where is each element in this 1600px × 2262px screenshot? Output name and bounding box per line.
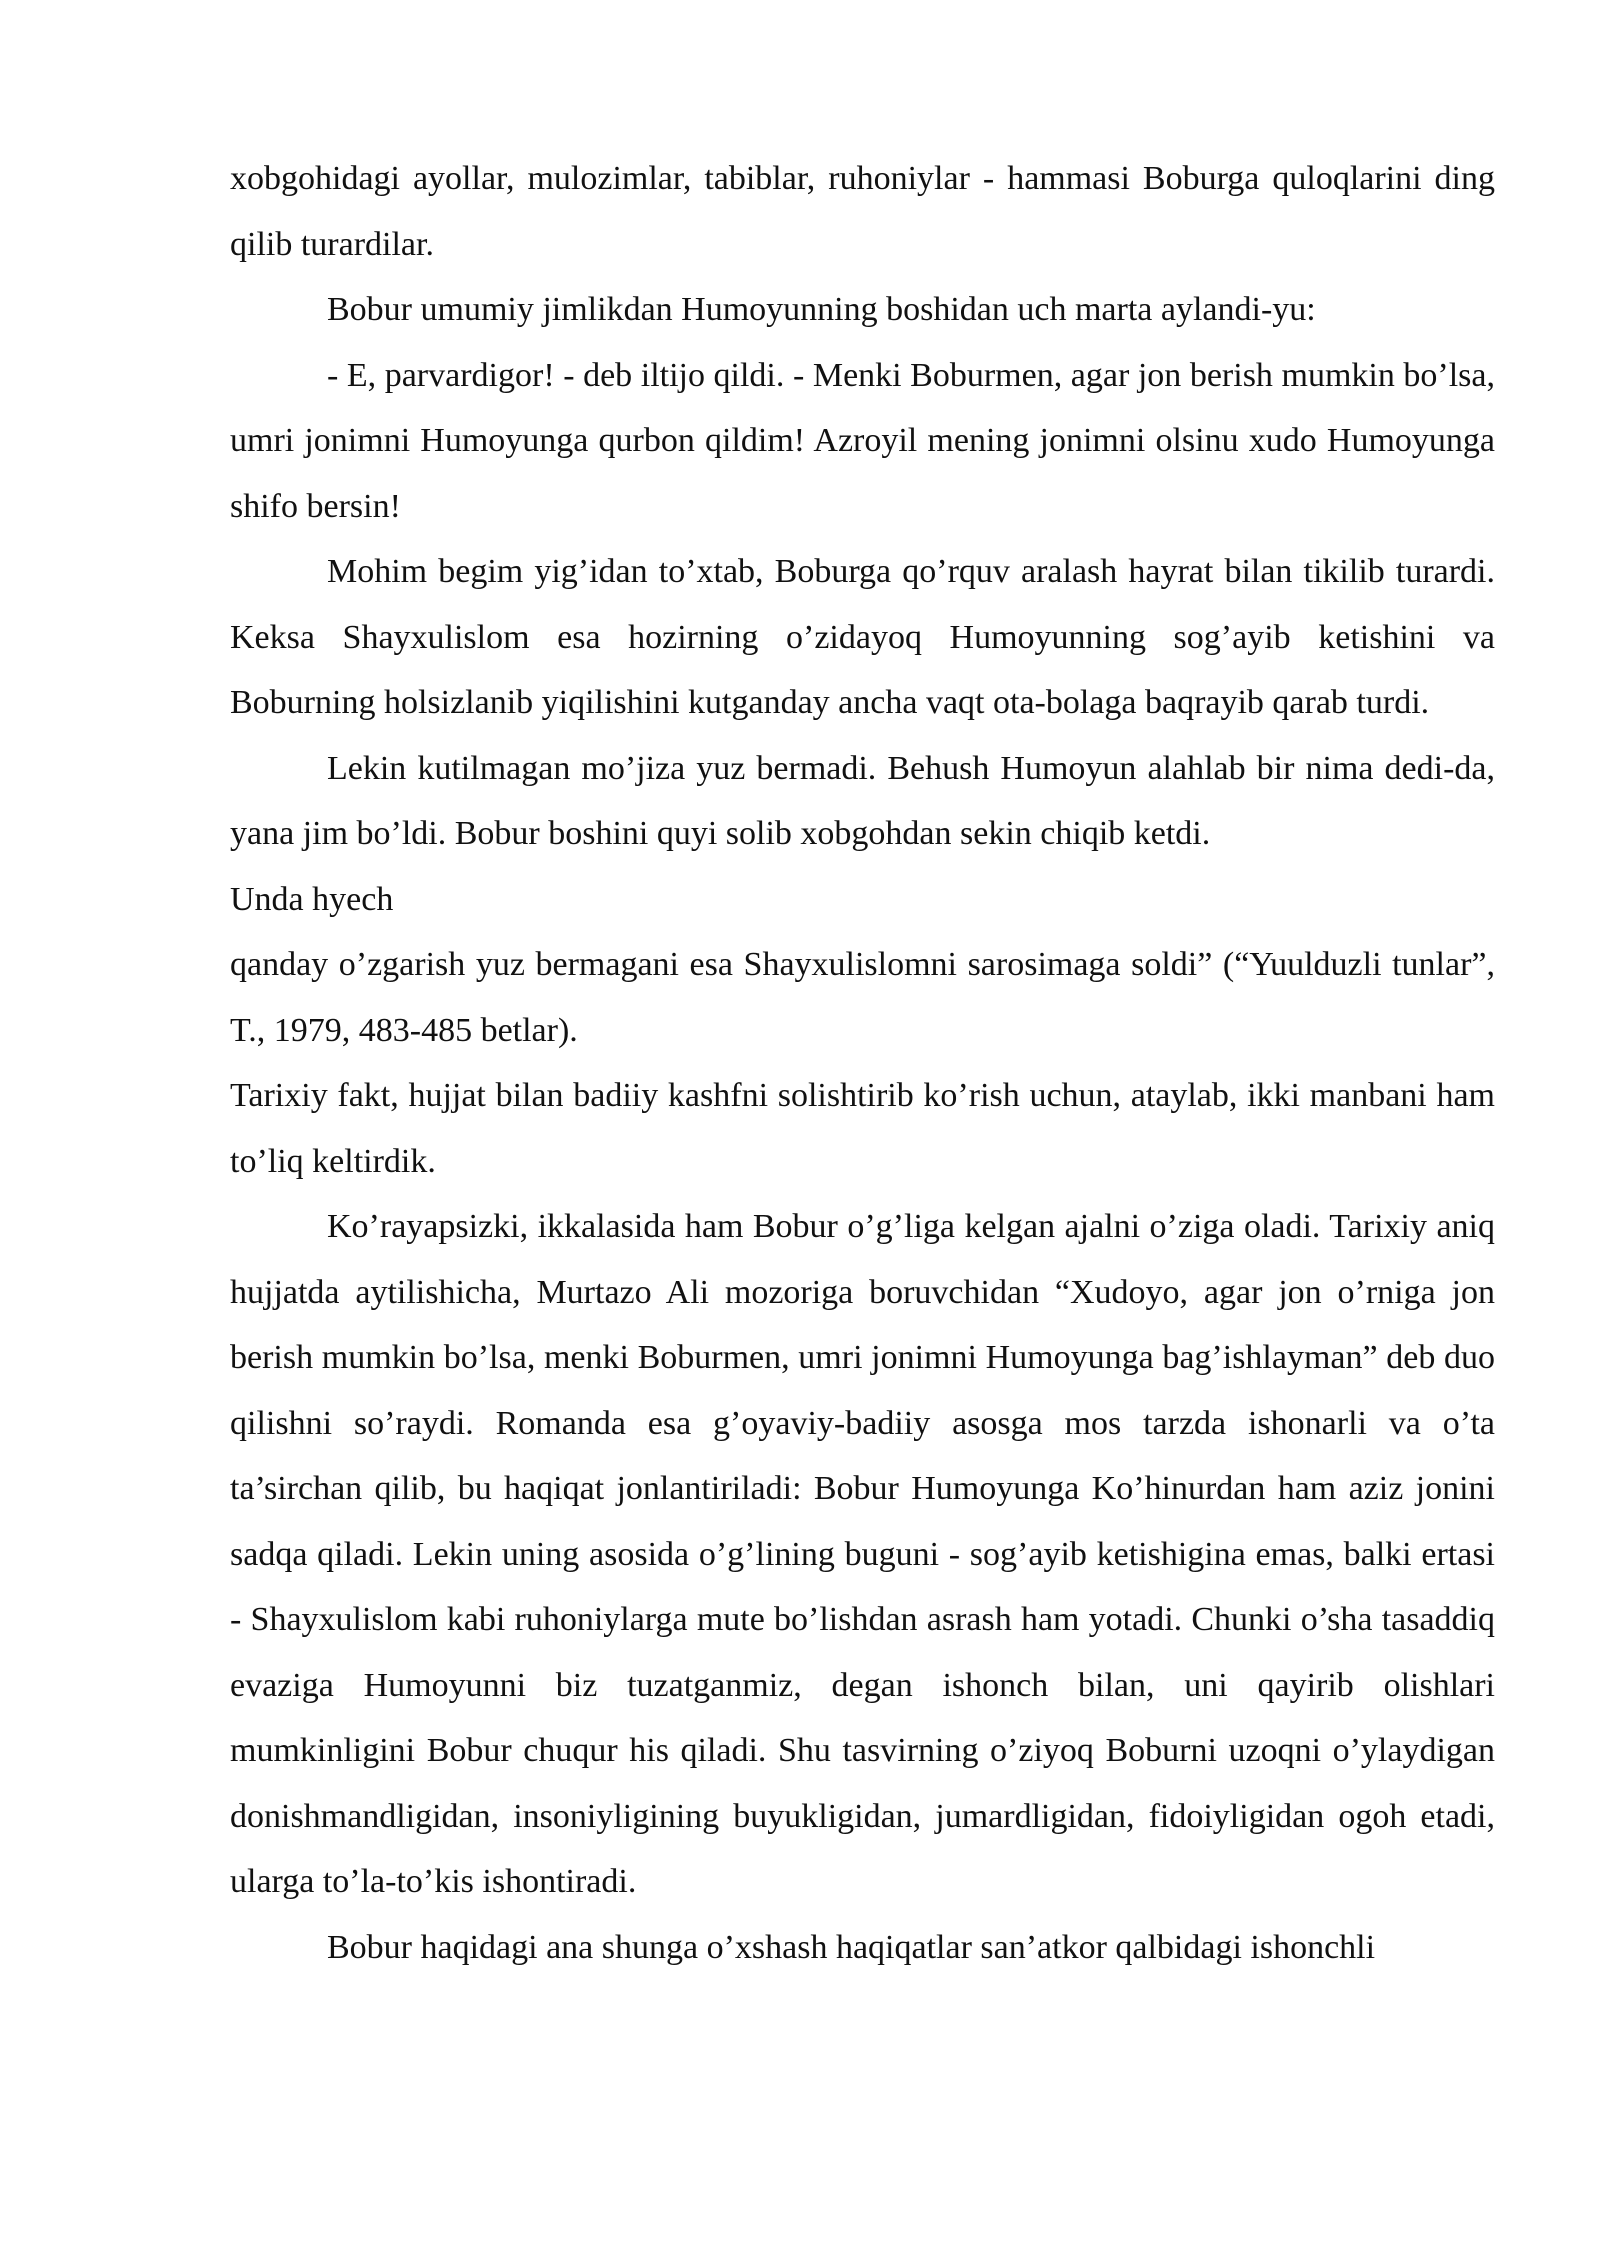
paragraph-10: Bobur haqidagi ana shunga o’xshash haqiqatlar san’atkor qalbidagi ishonchli	[327, 1928, 1376, 1966]
paragraph-6: Unda hyech	[230, 880, 394, 918]
paragraph-9: Ko’rayapsizki, ikkalasida ham Bobur o’g’liga kelgan ajalni o’ziga oladi. Tarixiy aniq hujjatda aytilishicha, Murtazo Ali mozoriga boruvchidan “Xudoyo, agar jon o’rniga jon berish mumkin bo’lsa, menki Boburmen, umri jonimni Humoyunga bag’ishlayman” deb duo qilishni so’raydi. Romanda esa g’oyaviy-badiiy asosga mos tarzda ishonarli va o’ta ta’sirchan qilib, bu haqiqat jonlantiriladi: Bobur Humoyunga Ko’hinurdan ham aziz jonini sadqa qiladi. Lekin uning asosida o’g’lining buguni - sog’ayib ketishigina emas, balki ertasi - Shayxulislom kabi ruhoniylarga mute bo’lishdan asrash ham yotadi. Chunki o’sha tasaddiq evaziga Humoyunni biz tuzatganmiz, degan ishonch bilan, uni qayirib olishlari mumkinligini Bobur chuqur his qiladi. Shu tasvirning o’ziyoq Boburni uzoqni o’ylaydigan donishmandligidan, insoniyligining buyukligidan, jumardligidan, fidoiyligidan ogoh etadi, ularga to’la-to’kis ishontiradi.	[230, 1208, 1495, 1900]
paragraph-3: - E, parvardigor! - deb iltijo qildi. - Menki Boburmen, agar jon berish mumkin bo’lsa, umri jonimni Humoyunga qurbon qildim! Azroyil mening jonimni olsinu xudo Humoyunga shifo bersin!	[230, 356, 1495, 525]
paragraph-8: Tarixiy fakt, hujjat bilan badiiy kashfni solishtirib ko’rish uchun, ataylab, ikki manbani ham to’liq keltirdik.	[230, 1077, 1495, 1180]
paragraph-7: qanday o’zgarish yuz bermagani esa Shayxulislomni sarosimaga soldi” (“Yuulduzli tunlar”, T., 1979, 483-485 betlar).	[230, 946, 1495, 1049]
paragraph-5: Lekin kutilmagan mo’jiza yuz bermadi. Behush Humoyun alahlab bir nima dedi-da, yana jim bo’ldi. Bobur boshini quyi solib xobgohdan sekin chiqib ketdi.	[230, 749, 1495, 852]
paragraph-4: Mohim begim yig’idan to’xtab, Boburga qo’rquv aralash hayrat bilan tikilib turardi. Keksa Shayxulislom esa hozirning o’zidayoq Humoyunning sog’ayib ketishini va Boburning holsizlanib yiqilishini kutganday ancha vaqt ota-bolaga baqrayib qarab turdi.	[230, 553, 1495, 721]
paragraph-1: xobgohidagi ayollar, mulozimlar, tabiblar, ruhoniylar - hammasi Boburga quloqlarini ding qilib turardilar.	[230, 160, 1495, 263]
document-page	[230, 146, 1495, 1980]
paragraph-2: Bobur umumiy jimlikdan Humoyunning boshidan uch marta aylandi-yu:	[327, 291, 1316, 328]
